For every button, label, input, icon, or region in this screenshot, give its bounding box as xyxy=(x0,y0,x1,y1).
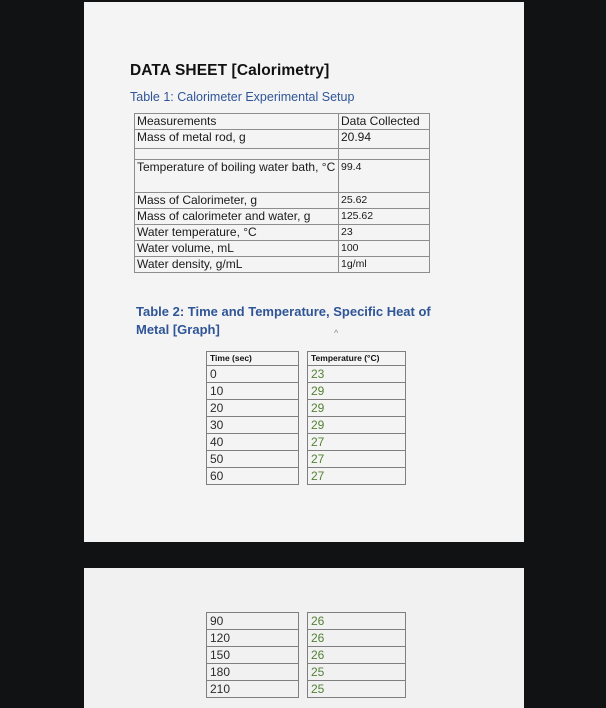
document-page-2 xyxy=(84,568,524,708)
time-cell: 0 xyxy=(207,366,299,383)
table-row xyxy=(135,209,430,225)
row-value: 100 xyxy=(339,241,430,257)
table-row xyxy=(207,468,406,485)
time-temperature-table xyxy=(206,351,406,485)
temperature-cell: 29 xyxy=(308,383,406,400)
table-row xyxy=(207,400,406,417)
temperature-cell: 26 xyxy=(308,630,406,647)
time-cell: 60 xyxy=(207,468,299,485)
cursor-caret-icon: ^ xyxy=(334,328,339,338)
table-row xyxy=(207,647,406,664)
table-row xyxy=(135,193,430,209)
row-value: 1g/ml xyxy=(339,257,430,273)
header-measurements: Measurements xyxy=(135,114,339,130)
row-label: Water density, g/mL xyxy=(135,257,339,273)
header-data-collected: Data Collected xyxy=(339,114,430,130)
header-temperature: Temperature (°C) xyxy=(308,352,406,366)
row-value: 23 xyxy=(339,225,430,241)
time-cell: 150 xyxy=(207,647,299,664)
table-row xyxy=(207,434,406,451)
table-row xyxy=(207,451,406,468)
header-time: Time (sec) xyxy=(207,352,299,366)
table-row xyxy=(135,160,430,193)
sheet-title: DATA SHEET [Calorimetry] xyxy=(130,62,330,79)
table2-caption: Table 2: Time and Temperature, Specific Heat of Metal [Graph] xyxy=(136,304,431,337)
table-row xyxy=(135,130,430,149)
table-row xyxy=(135,257,430,273)
row-label: Mass of metal rod, g xyxy=(135,130,339,149)
table-row xyxy=(207,630,406,647)
time-cell: 40 xyxy=(207,434,299,451)
temperature-cell: 25 xyxy=(308,681,406,698)
temperature-cell: 27 xyxy=(308,434,406,451)
table-row xyxy=(207,681,406,698)
temperature-cell: 27 xyxy=(308,468,406,485)
table-spacer-row xyxy=(135,149,430,160)
row-label: Water volume, mL xyxy=(135,241,339,257)
row-label: Water temperature, °C xyxy=(135,225,339,241)
time-cell: 90 xyxy=(207,613,299,630)
table-header-row xyxy=(135,114,430,130)
row-value: 99.4 xyxy=(339,160,430,193)
table-row xyxy=(207,366,406,383)
temperature-cell: 27 xyxy=(308,451,406,468)
table-row xyxy=(207,613,406,630)
row-label: Mass of calorimeter and water, g xyxy=(135,209,339,225)
row-value: 25.62 xyxy=(339,193,430,209)
temperature-cell: 29 xyxy=(308,417,406,434)
time-cell: 210 xyxy=(207,681,299,698)
table-row xyxy=(207,383,406,400)
table-row xyxy=(207,664,406,681)
table-row xyxy=(135,241,430,257)
table1-caption: Table 1: Calorimeter Experimental Setup xyxy=(130,90,355,104)
temperature-cell: 29 xyxy=(308,400,406,417)
time-temperature-table-continued xyxy=(206,612,406,698)
row-value: 125.62 xyxy=(339,209,430,225)
calorimeter-setup-table xyxy=(134,113,430,273)
time-cell: 10 xyxy=(207,383,299,400)
row-label: Mass of Calorimeter, g xyxy=(135,193,339,209)
temperature-cell: 25 xyxy=(308,664,406,681)
table-row xyxy=(207,417,406,434)
temperature-cell: 26 xyxy=(308,613,406,630)
time-cell: 30 xyxy=(207,417,299,434)
time-cell: 120 xyxy=(207,630,299,647)
table-row xyxy=(135,225,430,241)
time-cell: 180 xyxy=(207,664,299,681)
table-header-row xyxy=(207,352,406,366)
time-cell: 20 xyxy=(207,400,299,417)
temperature-cell: 23 xyxy=(308,366,406,383)
row-label: Temperature of boiling water bath, °C xyxy=(135,160,339,193)
document-page-1 xyxy=(84,2,524,542)
time-cell: 50 xyxy=(207,451,299,468)
temperature-cell: 26 xyxy=(308,647,406,664)
row-value: 20.94 xyxy=(339,130,430,149)
